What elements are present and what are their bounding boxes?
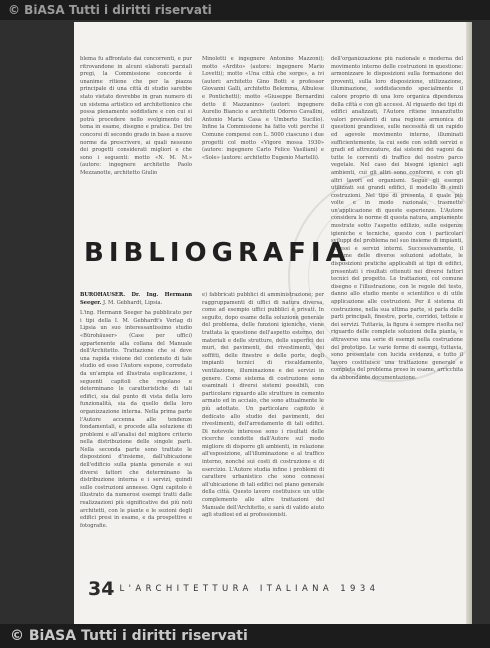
entry-author: BÜROHÄUSER. Dr. Ing. Hermann Seeger. — [80, 292, 192, 306]
text-column-middle-top — [202, 56, 324, 220]
text-column-left-top — [80, 56, 192, 252]
bibliography-entry — [80, 292, 192, 307]
entry-publisher: J. M. Gebhardt, Lipsia. — [103, 299, 163, 306]
paragraph: blema fu affrontato dai concorrenti, e pur ritrovandone in alcuni elaborati parziali pregi, la Commissione concorde è unanime ritiene che per la piazza principale di una città di studio sarebbe stato vietato dovrebbe in gran numero di un sistema artistico ed architettonico che possa pienamente soddisfare e con cui si potrà procedere nello svolgimento del tema in esame, disegno e pratica. Dei tre concorsi di secondo grado in base a nuove norme da prescrivere, ai quali nessuno dei progetti considerati migliori e che sono i seguenti: motto «N. M. M.» (autore: ingegnere architetto Paolo Mezzanotte, architetto Giulio — [80, 56, 192, 176]
text-column-middle-bottom — [202, 292, 324, 566]
page-number: 34 — [88, 578, 115, 600]
watermark-bottom: © BiASA Tutti i diritti riservati — [0, 624, 490, 648]
paragraph: Minoletti e ingegnere Antonino Mazzoni); motto «Ardito» (autore: ingegnere Mario Lovetti); motto «Una città che sorge», a ivi (autori: architetto Gino Botti e professor Giovanni Galli, architetto Belemma, Albulese e Pontichetti); motto «Giuseppe Bernardini detto il Mazzanino» (autori: ingegnere Aurelio Biancio e architetti Odoreo Cavallini, Antonio Maria Casa e Umberto Sucilio). Infine la Commissione ha fatto voti perché il Comune compensi con L. 5000 ciascuno i due progetti col motto «Vigore mossa 1930» (autore: ingegnere Carlo Felice Vasiliani) e «Sole» (autore: architetto Eugenio Martelli). — [202, 56, 324, 161]
paragraph: e) fabbricati pubblici di amministrazione; per raggruppamenti di uffici di natura diversa, come ad esempio uffici pubblici e privati. In seguito, dopo esame della soluzione generale del problema, delle funzioni igieniche, viene trattata la questione dell'aspetto esterno, dei materiali e delle strutture, delle superfici dei muri, dei pavimenti, dei rivestimenti, dei soffitti, delle finestre e delle porte, degli impianti tecnici di riscaldamento, ventilazione, illuminazione e dei servizi in genere. Come sistema di costruzione sono esaminati i diversi sistemi possibili, con particolare riguardo alle strutture in cemento armato ed in acciaio, che sono attualmente le più adottate. Un particolare capitolo è dedicato allo studio dei pavimenti, dei rivestimenti, dell'arredamento di tali edifici. Di notevole interesse sono i risultati delle ricerche condotte dall'Autore sul modo migliore di disporre gli ambienti, in relazione all'esposizione, all'illuminazione e al traffico interno, nonché sui costi di costruzione e di esercizio. L'Autore studia infine i problemi di carattere urbanistico che sono connessi all'ubicazione di tali edifici nel piano generale della città. Questo lavoro costituisce un utile complemento alle altre trattazioni del Manuale dell'Architetto, e sarà di valido aiuto agli studiosi ed ai professionisti. — [202, 292, 324, 519]
text-column-left-bottom — [80, 292, 192, 566]
journal-name: L'ARCHITETTURA ITALIANA 1934 — [119, 584, 380, 594]
watermark-top: © BiASA Tutti i diritti riservati — [0, 0, 490, 20]
paragraph: dell'organizzazione più razionale e moderna del movimento interno delle costruzioni in questione: armonizzare le disposizioni sulla formazione dei proventi, sulla loro disposizione, utilizzazione, illuminazione, soddisfacendo specialmente il calore proprio di una loro organica dipendenza della città e con gli accessi. Al riguardo dei tipi di edifici analizzati, l'Autore ritiene innanzitutto valori prevalenti di una regione armonica di questioni grandiose, sulle necessità di un rapido ed agevole movimento interno, illuminati sufficientemente, la cui sede con solidi servizi e gradi ed attrezzature, dai sistemi dei vagoni da tutte le correnti di traffico del nostro parco vegetale. Nel caso dei bisogni igienici agli ambienti, cui gli altri sono conformi, e con gli altri lavori ed organismi. Segue gli esempi utilizzati sui grandi edifici, il modello di simili costruzioni. Nel tipo di presenta, il quale più volte e in modo razionale, trasmette un'applicazione di queste esperienze. L'Autore considera le norme di questa natura, ampiamente mostrate sotto l'aspetto edilizio, sulle esigenze igieniche e tecniche, questo con i particolari sviluppi del problema nel suo insieme di impianti, accessi e servizi interni. Successivamente, il riesame delle diverse soluzioni adottate, le disposizioni pratiche applicabili ai tipi di edifici, presentati i risultati ottenuti nei diversi fattori tecnici del progetto. Le trattazioni, col comune disegno e l'illustrazione, con le regole del testo, danno allo studio mente e scientifico e di utile applicazione alle costruzioni. Per il sistema di costruzione, nella sua ultima parte, si parla delle parti principali, finestre, porte, corridoi, tettoie e dei servizi. Tuttavia, la figura è sempre risolta nel riguardo delle complete soluzioni della pianta, e attraverso una serie di esempi nella costruzione del prototipo. Le varie forme di esempi, tuttavia, sono presentate con lucida evidenza, e tutto il lavoro costituisce una trattazione generale e completa del problema preso in esame, arricchita da abbondante documentazione. — [331, 56, 463, 381]
text-column-right — [331, 56, 463, 566]
page-footer — [88, 578, 468, 598]
paragraph: L'ing. Hermann Seeger ha pubblicato per i tipi della I. M. Gebhardt's Verlag di Lipsia un suo interessantissimo studio «Bürohäuser» (Case per uffici) appartenente alla collana del Manuale dell'Architetto. Trattazione che si deve una rapida visione del contenuto di tale studio ed esso l'Autore espone, corredato da un'ampia ed illustrata esplicazione, i seguenti capitoli che regolano e determinano le caratteristiche di tali edifici, sia dal punto di vista della loro funzionalità, sia da quello della loro organizzazione interna. Nella prima parte l'Autore accenna alle tendenze fondamentali, e procede alla soluzione di problemi e all'analisi del migliore criterio nella distribuzione delle singole parti. Nella seconda parte sono trattate le disposizioni d'insieme, dall'ubicazione dell'edificio sulla pianta generale e sui diversi fattori che determinano la distribuzione interna e i servizi, quindi sulle costruzioni annesse. Ogni capitolo è illustrato da numerosi esempi tratti dalle realizzazioni più significative dei più noti architetti, con le piante e le sezioni degli edifici presi in esame, e da prospettive e fotografie. — [80, 310, 192, 529]
section-title: BIBLIOGRAFIA — [84, 238, 351, 268]
page-edge — [466, 22, 472, 624]
magazine-page — [74, 22, 472, 624]
